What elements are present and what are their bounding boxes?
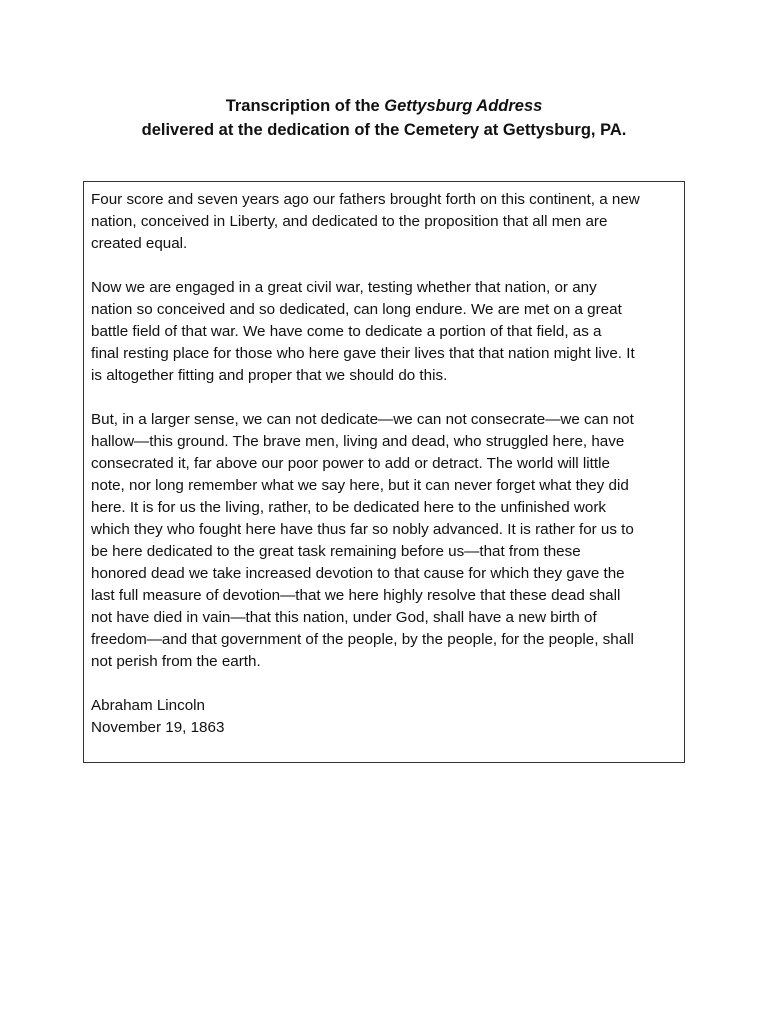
text-line: honored dead we take increased devotion to that cause for which they gave the bbox=[91, 565, 625, 582]
author-name: Abraham Lincoln bbox=[91, 697, 205, 714]
text-line: Four score and seven years ago our fathers brought forth on this continent, a new bbox=[91, 191, 640, 208]
text-line: not have died in vain—that this nation, under God, shall have a new birth of bbox=[91, 609, 597, 626]
text-line: battle field of that war. We have come to dedicate a portion of that field, as a bbox=[91, 323, 602, 340]
text-line: be here dedicated to the great task remaining before us—that from these bbox=[91, 543, 581, 560]
text-line: consecrated it, far above our poor power to add or detract. The world will little bbox=[91, 455, 610, 472]
document-subtitle: delivered at the dedication of the Cemetery at Gettysburg, PA. bbox=[141, 121, 627, 139]
document-title bbox=[0, 94, 768, 142]
title-line-1 bbox=[0, 94, 768, 118]
text-line: is altogether fitting and proper that we should do this. bbox=[91, 367, 448, 384]
address-text-box bbox=[83, 181, 685, 763]
text-line: which they who fought here have thus far so nobly advanced. It is rather for us to bbox=[91, 521, 634, 538]
text-line: nation so conceived and so dedicated, can long endure. We are met on a great bbox=[91, 301, 622, 318]
address-date: November 19, 1863 bbox=[91, 719, 225, 736]
text-line: Now we are engaged in a great civil war, testing whether that nation, or any bbox=[91, 279, 597, 296]
text-line: hallow—this ground. The brave men, living and dead, who struggled here, have bbox=[91, 433, 625, 450]
title-prefix: Transcription of the bbox=[225, 97, 385, 115]
signature-block bbox=[91, 695, 677, 739]
title-emphasis: Gettysburg Address bbox=[384, 97, 543, 115]
text-line: last full measure of devotion—that we here highly resolve that these dead shall bbox=[91, 587, 621, 604]
text-line: freedom—and that government of the people, by the people, for the people, shall bbox=[91, 631, 634, 648]
text-line: final resting place for those who here gave their lives that that nation might live. It bbox=[91, 345, 635, 362]
text-line: created equal. bbox=[91, 235, 188, 252]
text-line: But, in a larger sense, we can not dedicate—we can not consecrate—we can not bbox=[91, 411, 634, 428]
text-line: note, nor long remember what we say here, but it can never forget what they did bbox=[91, 477, 629, 494]
text-line: here. It is for us the living, rather, to be dedicated here to the unfinished work bbox=[91, 499, 606, 516]
paragraph-2 bbox=[91, 277, 677, 387]
text-line: nation, conceived in Liberty, and dedicated to the proposition that all men are bbox=[91, 213, 608, 230]
text-line: not perish from the earth. bbox=[91, 653, 261, 670]
paragraph-3 bbox=[91, 409, 677, 673]
paragraph-1 bbox=[91, 189, 677, 255]
